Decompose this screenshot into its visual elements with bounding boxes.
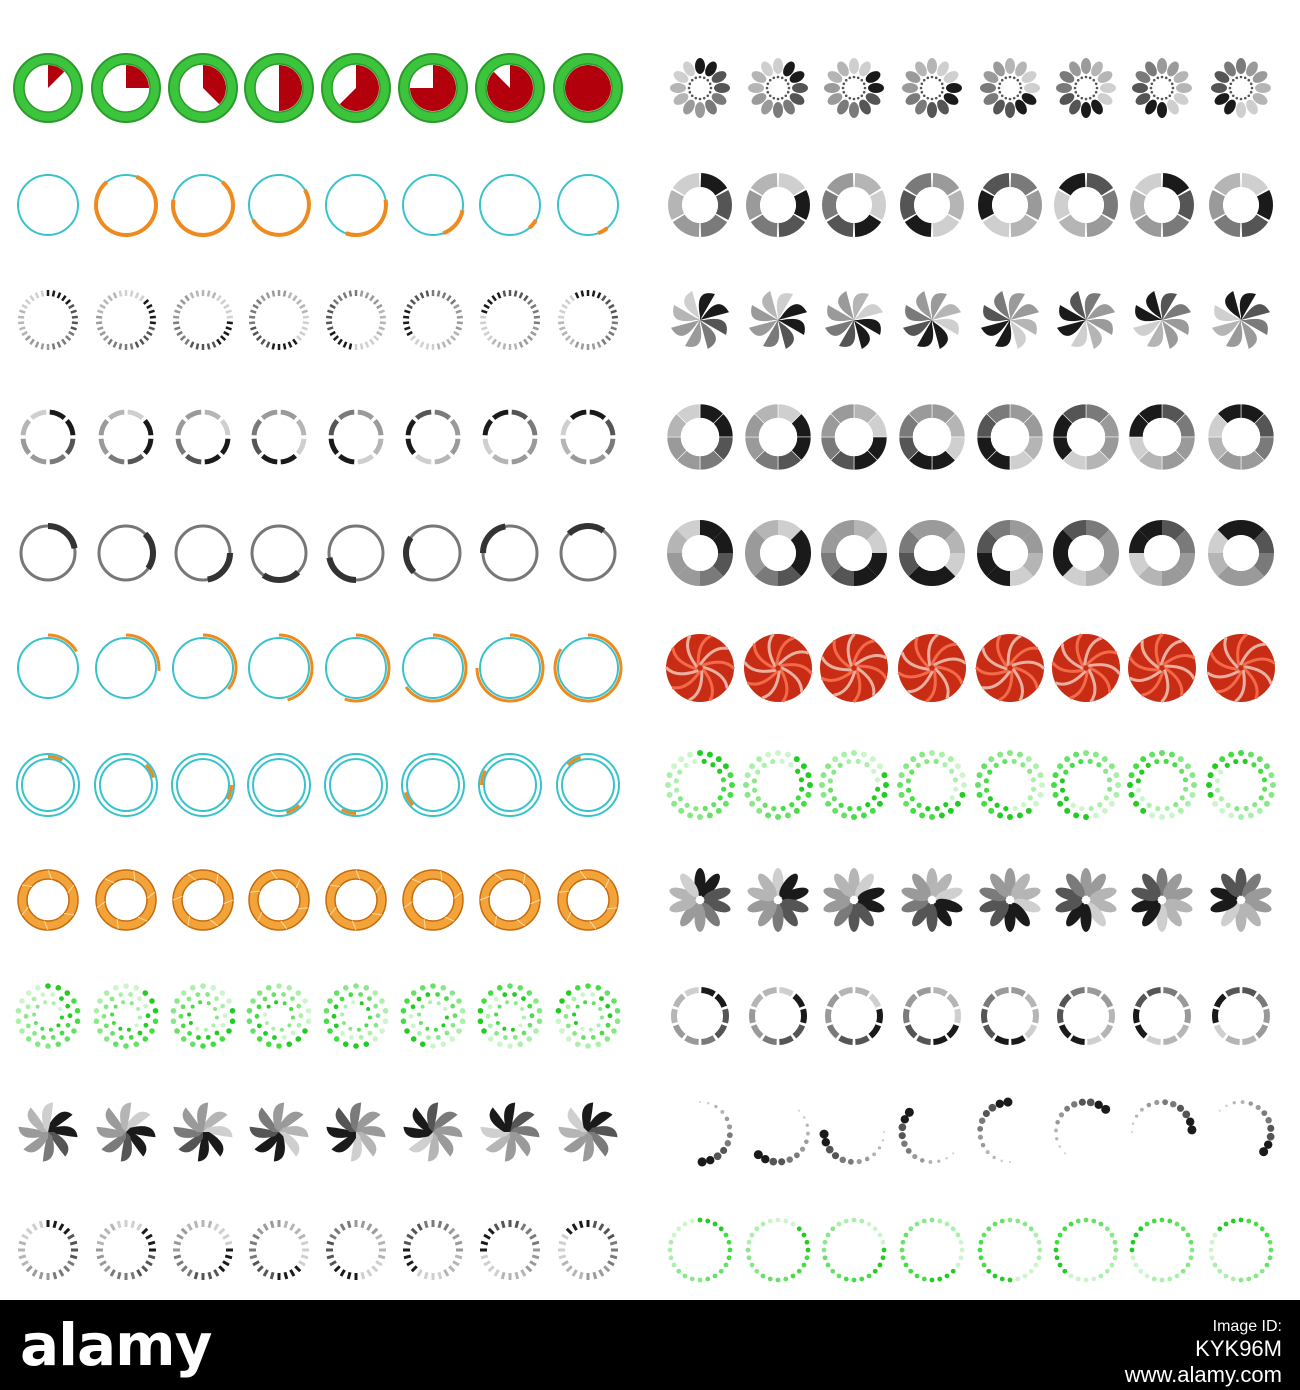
teal-double-ring-icon [17,754,79,816]
gray-scallop-donut-icon [745,404,811,470]
green-dot-ring-double-icon [1051,750,1121,820]
green-pie-timer-icon [322,54,390,122]
gray-flower-dots-icon [824,58,884,118]
gray-segment-ring-icon [23,412,73,462]
gray-petal-flower-icon [978,868,1042,932]
teal-orange-arc-icon [477,635,543,701]
red-swirl-icon [976,634,1044,702]
gray-dot-arc-icon [977,1098,1012,1163]
gray-pinwheel-icon [1133,291,1191,349]
gray-flower-dots-icon [1211,58,1271,118]
gray-facet-donut-icon [667,520,733,586]
gray-scallop-donut-icon [1053,404,1119,470]
green-dot-spiral-icon [16,983,81,1049]
red-swirl-icon [1052,634,1120,702]
orange-arrow-ring-icon [480,870,540,930]
gray-arc-thin-icon [329,526,383,580]
gray-arrow-donut-icon [1209,173,1273,237]
gray-arrow-donut-icon [668,173,732,237]
green-pie-timer-icon [14,54,82,122]
green-dot-ring-icon [1130,1218,1195,1283]
orange-arrow-ring-icon [96,870,156,930]
gray-scallop-donut-icon [821,404,887,470]
gray-segment-ring-thick-icon [674,990,726,1042]
gray-dot-arc-icon [698,1101,733,1166]
gray-arrow-donut-icon [900,173,964,237]
gray-facet-donut-icon [821,520,887,586]
gray-arrow-donut-icon [746,173,810,237]
gray-arc-thin-icon [406,526,460,580]
gray-pinwheel-icon [671,291,729,349]
gray-swirl-icon [326,1102,385,1161]
gray-segment-ring-thick-icon [984,990,1036,1042]
gray-facet-donut-icon [899,520,965,586]
gray-segment-ring-thick-icon [1215,990,1267,1042]
green-dot-ring-icon [746,1218,811,1283]
gray-segment-ring-icon [485,412,535,462]
gray-segment-ring-thick-icon [828,990,880,1042]
gray-segment-ring-thick-icon [1136,990,1188,1042]
gray-petal-flower-icon [746,868,810,932]
gray-petal-flower-icon [1130,868,1194,932]
alamy-logo: alamy [20,1311,212,1379]
orange-teal-arc-icon [403,175,463,235]
orange-teal-arc-icon [173,175,233,235]
gray-flower-dots-icon [980,58,1040,118]
red-swirl-icon [898,634,966,702]
gray-arrow-donut-icon [1130,173,1194,237]
green-dot-spiral-icon [324,983,389,1049]
green-dot-ring-icon [1209,1218,1274,1283]
teal-orange-arc-icon [326,635,389,701]
gray-tick-ring-icon [326,290,386,350]
teal-orange-arc-icon [18,635,78,698]
gray-swirl-icon [96,1102,155,1161]
gray-swirl-icon [173,1102,232,1161]
gray-flower-dots-icon [1056,58,1116,118]
gray-tick-ring-fine-icon [173,1220,233,1280]
gray-tick-ring-fine-icon [558,1220,618,1280]
green-dot-ring-double-icon [743,750,813,820]
gray-pinwheel-icon [981,291,1039,349]
gray-segment-ring-icon [563,412,613,462]
gray-tick-ring-icon [18,290,78,350]
gray-segment-ring-icon [178,412,228,462]
gray-tick-ring-fine-icon [249,1220,309,1280]
orange-teal-arc-icon [249,175,309,235]
teal-double-ring-icon [172,754,234,816]
red-swirl-icon [1207,634,1275,702]
gray-flower-dots-icon [670,58,730,118]
orange-arrow-ring-icon [403,870,463,930]
red-swirl-icon [744,634,812,702]
teal-double-ring-icon [325,754,387,816]
gray-pinwheel-icon [1212,291,1270,349]
teal-orange-arc-icon [249,635,312,700]
gray-segment-ring-icon [101,412,151,462]
gray-arc-thin-icon [252,526,306,580]
gray-scallop-donut-icon [1208,404,1274,470]
green-pie-timer-icon [245,54,313,122]
red-swirl-icon [666,634,734,702]
orange-teal-arc-icon [558,175,618,235]
green-dot-ring-double-icon [819,750,889,820]
gray-flower-dots-icon [902,58,962,118]
green-dot-ring-icon [668,1218,733,1283]
site-url: www.alamy.com [1124,1361,1282,1387]
gray-facet-donut-icon [977,520,1043,586]
gray-dot-arc-icon [754,1110,810,1166]
gray-facet-donut-icon [1053,520,1119,586]
gray-swirl-icon [558,1102,617,1161]
gray-tick-ring-icon [173,290,233,350]
green-pie-timer-icon [554,54,622,122]
gray-segment-ring-icon [408,412,458,462]
green-dot-spiral-icon [556,983,621,1049]
orange-arrow-ring-icon [18,870,78,930]
teal-orange-arc-icon [173,635,236,698]
gray-tick-ring-icon [249,290,309,350]
gray-segment-ring-thick-icon [1060,990,1112,1042]
gray-arc-thin-icon [176,526,230,580]
gray-tick-ring-fine-icon [18,1220,78,1280]
gray-flower-dots-icon [748,58,808,118]
gray-arc-thin-icon [483,526,537,580]
green-dot-ring-icon [978,1218,1043,1283]
green-dot-ring-double-icon [897,750,967,820]
green-dot-ring-double-icon [975,750,1045,820]
gray-arc-thin-icon [99,526,153,580]
green-pie-timer-icon [399,54,467,122]
green-dot-ring-icon [1054,1218,1119,1283]
gray-tick-ring-fine-icon [326,1220,386,1280]
gray-dot-arc-icon [1131,1099,1196,1134]
green-dot-ring-double-icon [1206,750,1276,820]
gray-arrow-donut-icon [822,173,886,237]
orange-teal-arc-icon [96,175,156,235]
gray-segment-ring-icon [254,412,304,462]
gray-dot-arc-icon [1219,1100,1275,1156]
teal-double-ring-icon [479,754,541,816]
gray-facet-donut-icon [745,520,811,586]
teal-orange-arc-icon [555,635,621,701]
gray-tick-ring-icon [480,290,540,350]
green-pie-timer-icon [92,54,160,122]
green-dot-spiral-icon [401,983,466,1049]
gray-segment-ring-thick-icon [752,990,804,1042]
orange-arrow-ring-icon [249,870,309,930]
green-dot-ring-double-icon [665,750,735,820]
gray-arc-thin-icon [21,526,75,580]
gray-dot-arc-icon [898,1108,954,1164]
gray-pinwheel-icon [1057,291,1115,349]
teal-double-ring-icon [95,754,157,816]
image-id-label: Image ID: [1212,1318,1282,1335]
green-dot-spiral-icon [247,983,312,1049]
gray-arc-thin-icon [561,526,615,580]
gray-dot-arc-icon [1054,1098,1110,1154]
green-dot-ring-icon [822,1218,887,1283]
gray-petal-flower-icon [1209,868,1273,932]
teal-double-ring-icon [557,754,619,816]
teal-orange-arc-icon [96,635,159,698]
gray-tick-ring-fine-icon [96,1220,156,1280]
orange-teal-arc-icon [326,175,386,235]
gray-swirl-icon [480,1102,539,1161]
image-id-value: KYK96M [1195,1336,1282,1362]
gray-swirl-icon [403,1102,462,1161]
gray-facet-donut-icon [1208,520,1274,586]
gray-scallop-donut-icon [1129,404,1195,470]
gray-facet-donut-icon [1129,520,1195,586]
gray-tick-ring-icon [403,290,463,350]
orange-arrow-ring-icon [558,870,618,930]
gray-flower-dots-icon [1132,58,1192,118]
gray-pinwheel-icon [903,291,961,349]
image-id-block [1125,1318,1282,1387]
gray-scallop-donut-icon [899,404,965,470]
gray-petal-flower-icon [1054,868,1118,932]
teal-orange-arc-icon [403,635,466,701]
gray-swirl-icon [18,1102,77,1161]
green-dot-spiral-icon [171,983,236,1049]
gray-tick-ring-icon [96,290,156,350]
orange-arrow-ring-icon [173,870,233,930]
orange-arrow-ring-icon [326,870,386,930]
gray-scallop-donut-icon [977,404,1043,470]
green-dot-spiral-icon [94,983,159,1049]
gray-petal-flower-icon [668,868,732,932]
gray-petal-flower-icon [822,868,886,932]
green-dot-ring-double-icon [1127,750,1197,820]
orange-teal-arc-icon [18,175,78,235]
green-pie-timer-icon [476,54,544,122]
gray-tick-ring-icon [558,290,618,350]
teal-double-ring-icon [248,754,310,816]
orange-teal-arc-icon [480,175,540,235]
gray-tick-ring-fine-icon [480,1220,540,1280]
gray-swirl-icon [249,1102,308,1161]
gray-tick-ring-fine-icon [403,1220,463,1280]
gray-segment-ring-thick-icon [906,990,958,1042]
gray-petal-flower-icon [900,868,964,932]
green-dot-spiral-icon [478,983,543,1049]
teal-double-ring-icon [402,754,464,816]
red-swirl-icon [1128,634,1196,702]
green-dot-ring-icon [900,1218,965,1283]
gray-arrow-donut-icon [1054,173,1118,237]
gray-segment-ring-icon [331,412,381,462]
green-pie-timer-icon [169,54,237,122]
gray-dot-arc-icon [820,1130,885,1165]
gray-scallop-donut-icon [667,404,733,470]
red-swirl-icon [820,634,888,702]
gray-pinwheel-icon [825,291,883,349]
gray-arrow-donut-icon [978,173,1042,237]
gray-pinwheel-icon [749,291,807,349]
